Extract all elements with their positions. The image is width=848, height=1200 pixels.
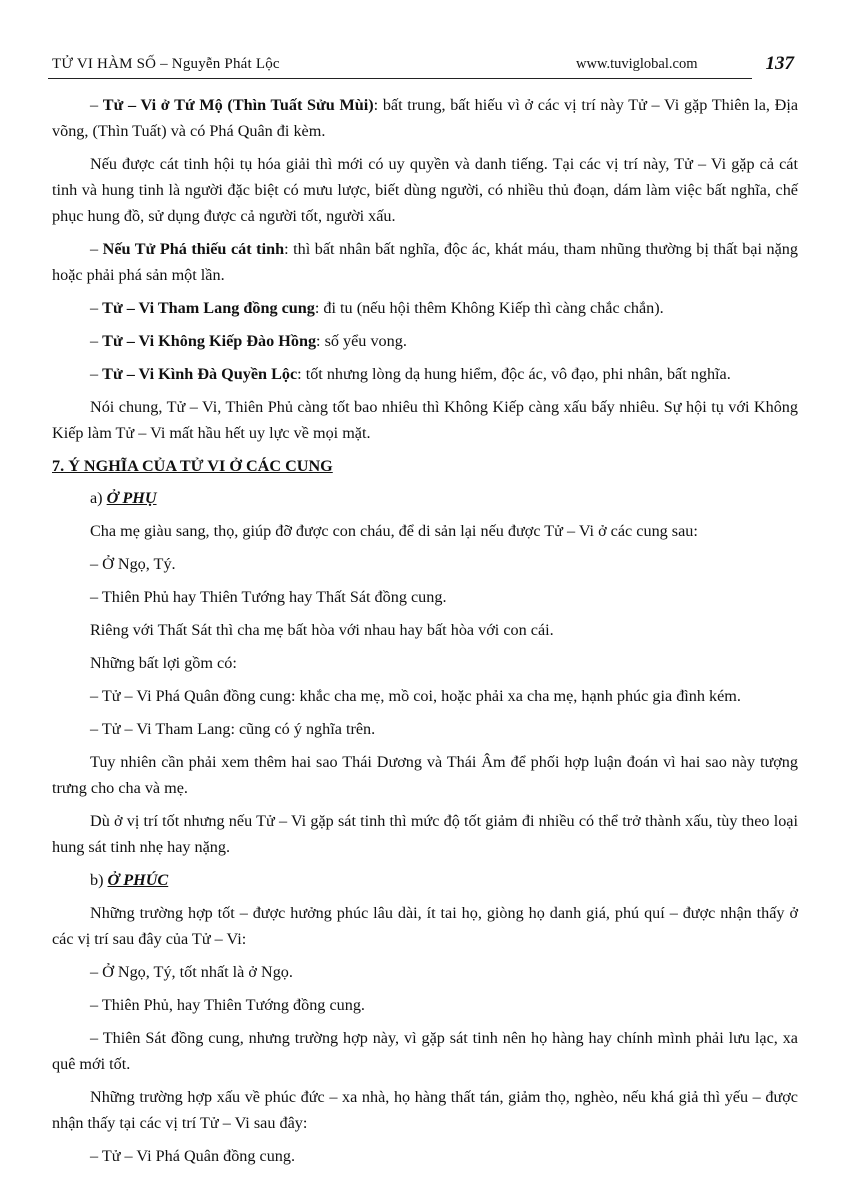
list-item: – Thiên Sát đồng cung, nhưng trường hợp này, vì gặp sát tinh nên họ hàng hay chính mình phải lưu lạc, xa quê mới tốt.	[52, 1029, 798, 1073]
paragraph: Riêng với Thất Sát thì cha mẹ bất hòa với nhau hay bất hòa với con cái.	[90, 621, 554, 639]
paragraph: Tuy nhiên cần phải xem thêm hai sao Thái Dương và Thái Âm để phối hợp luận đoán vì hai sao này tượng trưng cho cha và mẹ.	[52, 753, 798, 797]
list-item: – Thiên Phủ hay Thiên Tướng hay Thất Sát đồng cung.	[90, 588, 447, 606]
paragraph-text: : thì bất nhân bất nghĩa, độc ác, khát máu, tham nhũng thường bị thất bại nặng hoặc phải phá sản một lần.	[52, 240, 798, 284]
paragraph: – Nếu Tử Phá thiếu cát tinh: thì bất nhân bất nghĩa, độc ác, khát máu, tham nhũng thường bị thất bại nặng hoặc phải phá sản một lần.	[52, 240, 798, 284]
section-heading: 7. Ý NGHĨA CỦA TỬ VI Ở CÁC CUNG	[52, 457, 333, 475]
book-title: TỬ VI HÀM SỐ – Nguyễn Phát Lộc	[52, 56, 280, 72]
subsection-heading	[90, 867, 798, 893]
website-url[interactable]: www.tuviglobal.com	[576, 56, 698, 72]
list-item: – Ở Ngọ, Tý, tốt nhất là ở Ngọ.	[90, 963, 293, 981]
paragraph-text: : tốt nhưng lòng dạ hung hiểm, độc ác, vô đạo, phi nhân, bất nghĩa.	[297, 365, 731, 383]
paragraph: Những trường hợp tốt – được hưởng phúc lâu dài, ít tai họ, giòng họ danh giá, phú quí – được nhận thấy ở các vị trí sau đây của Tử – Vi:	[52, 904, 798, 948]
paragraph: Những bất lợi gồm có:	[90, 654, 237, 672]
subsection-title: Ở PHỤ	[106, 489, 157, 507]
paragraph-text: : đi tu (nếu hội thêm Không Kiếp thì càng chắc chắn).	[314, 299, 664, 317]
subsection-title: Ở PHÚC	[107, 871, 169, 889]
paragraph-text: : số yểu vong.	[316, 332, 407, 350]
paragraph: – Tử – Vi ở Tứ Mộ (Thìn Tuất Sửu Mùi): bất trung, bất hiếu vì ở các vị trí này Tử – Vi gặp Thiên la, Địa võng, (Thìn Tuất) và có Phá Quân đi kèm.	[52, 96, 799, 140]
subsection-prefix: a)	[90, 489, 107, 507]
paragraph: Nếu được cát tinh hội tụ hóa giải thì mới có uy quyền và danh tiếng. Tại các vị trí này, Tử – Vi gặp cả cát tinh và hung tinh là người đặc biệt có mưu lược, biết dùng người, có nhiều thủ đoạn, dám làm việc bất nghĩa, chế phục hung đồ, sử dụng được cả người tốt, người xấu.	[52, 155, 798, 225]
paragraph: – Tử – Vi Không Kiếp Đào Hồng: số yểu vong.	[90, 332, 407, 350]
page-number: 137	[765, 53, 794, 74]
paragraph: Nói chung, Tử – Vi, Thiên Phủ càng tốt bao nhiêu thì Không Kiếp càng xấu bấy nhiêu. Sự hội tụ với Không Kiếp làm Tử – Vi mất hầu hết uy lực về mọi mặt.	[52, 398, 798, 442]
page-body	[52, 92, 798, 1176]
paragraph: Những trường hợp xấu về phúc đức – xa nhà, họ hàng thất tán, giảm thọ, nghèo, nếu khá giả thì yếu – được nhận thấy tại các vị trí Tử – Vi sau đây:	[52, 1088, 798, 1132]
list-item: – Tử – Vi Phá Quân đồng cung: khắc cha mẹ, mồ coi, hoặc phải xa cha mẹ, hạnh phúc gia đình kém.	[90, 687, 741, 705]
term: Tử – Vi Không Kiếp Đào Hồng	[102, 332, 317, 350]
subsection-prefix: b)	[90, 871, 108, 889]
paragraph: Dù ở vị trí tốt nhưng nếu Tử – Vi gặp sát tinh thì mức độ tốt giảm đi nhiều có thể trở thành xấu, tùy theo loại hung sát tinh nhẹ hay nặng.	[52, 812, 798, 856]
term: Tử – Vi ở Tứ Mộ (Thìn Tuất Sửu Mùi)	[102, 96, 374, 114]
paragraph-text: : bất trung, bất hiếu vì ở các vị trí này Tử – Vi gặp Thiên la, Địa võng, (Thìn Tuất) và có Phá Quân đi kèm.	[52, 96, 799, 140]
header-divider	[48, 78, 752, 79]
list-item: – Tử – Vi Phá Quân đồng cung.	[90, 1147, 296, 1165]
list-item: – Ở Ngọ, Tý.	[90, 555, 176, 573]
subsection-heading	[90, 485, 798, 511]
paragraph: – Tử – Vi Tham Lang đồng cung: đi tu (nếu hội thêm Không Kiếp thì càng chắc chắn).	[90, 299, 664, 317]
list-item: – Thiên Phủ, hay Thiên Tướng đồng cung.	[90, 996, 365, 1014]
term: Tử – Vi Kình Đà Quyền Lộc	[102, 365, 298, 383]
term: Nếu Tử Phá thiếu cát tinh	[102, 240, 285, 258]
list-item: – Tử – Vi Tham Lang: cũng có ý nghĩa trên.	[90, 720, 376, 738]
page-header	[48, 50, 798, 80]
paragraph: Cha mẹ giàu sang, thọ, giúp đỡ được con cháu, để di sản lại nếu được Tử – Vi ở các cung sau:	[90, 522, 698, 540]
paragraph: – Tử – Vi Kình Đà Quyền Lộc: tốt nhưng lòng dạ hung hiểm, độc ác, vô đạo, phi nhân, bất nghĩa.	[90, 365, 731, 383]
term: Tử – Vi Tham Lang đồng cung	[102, 299, 315, 317]
